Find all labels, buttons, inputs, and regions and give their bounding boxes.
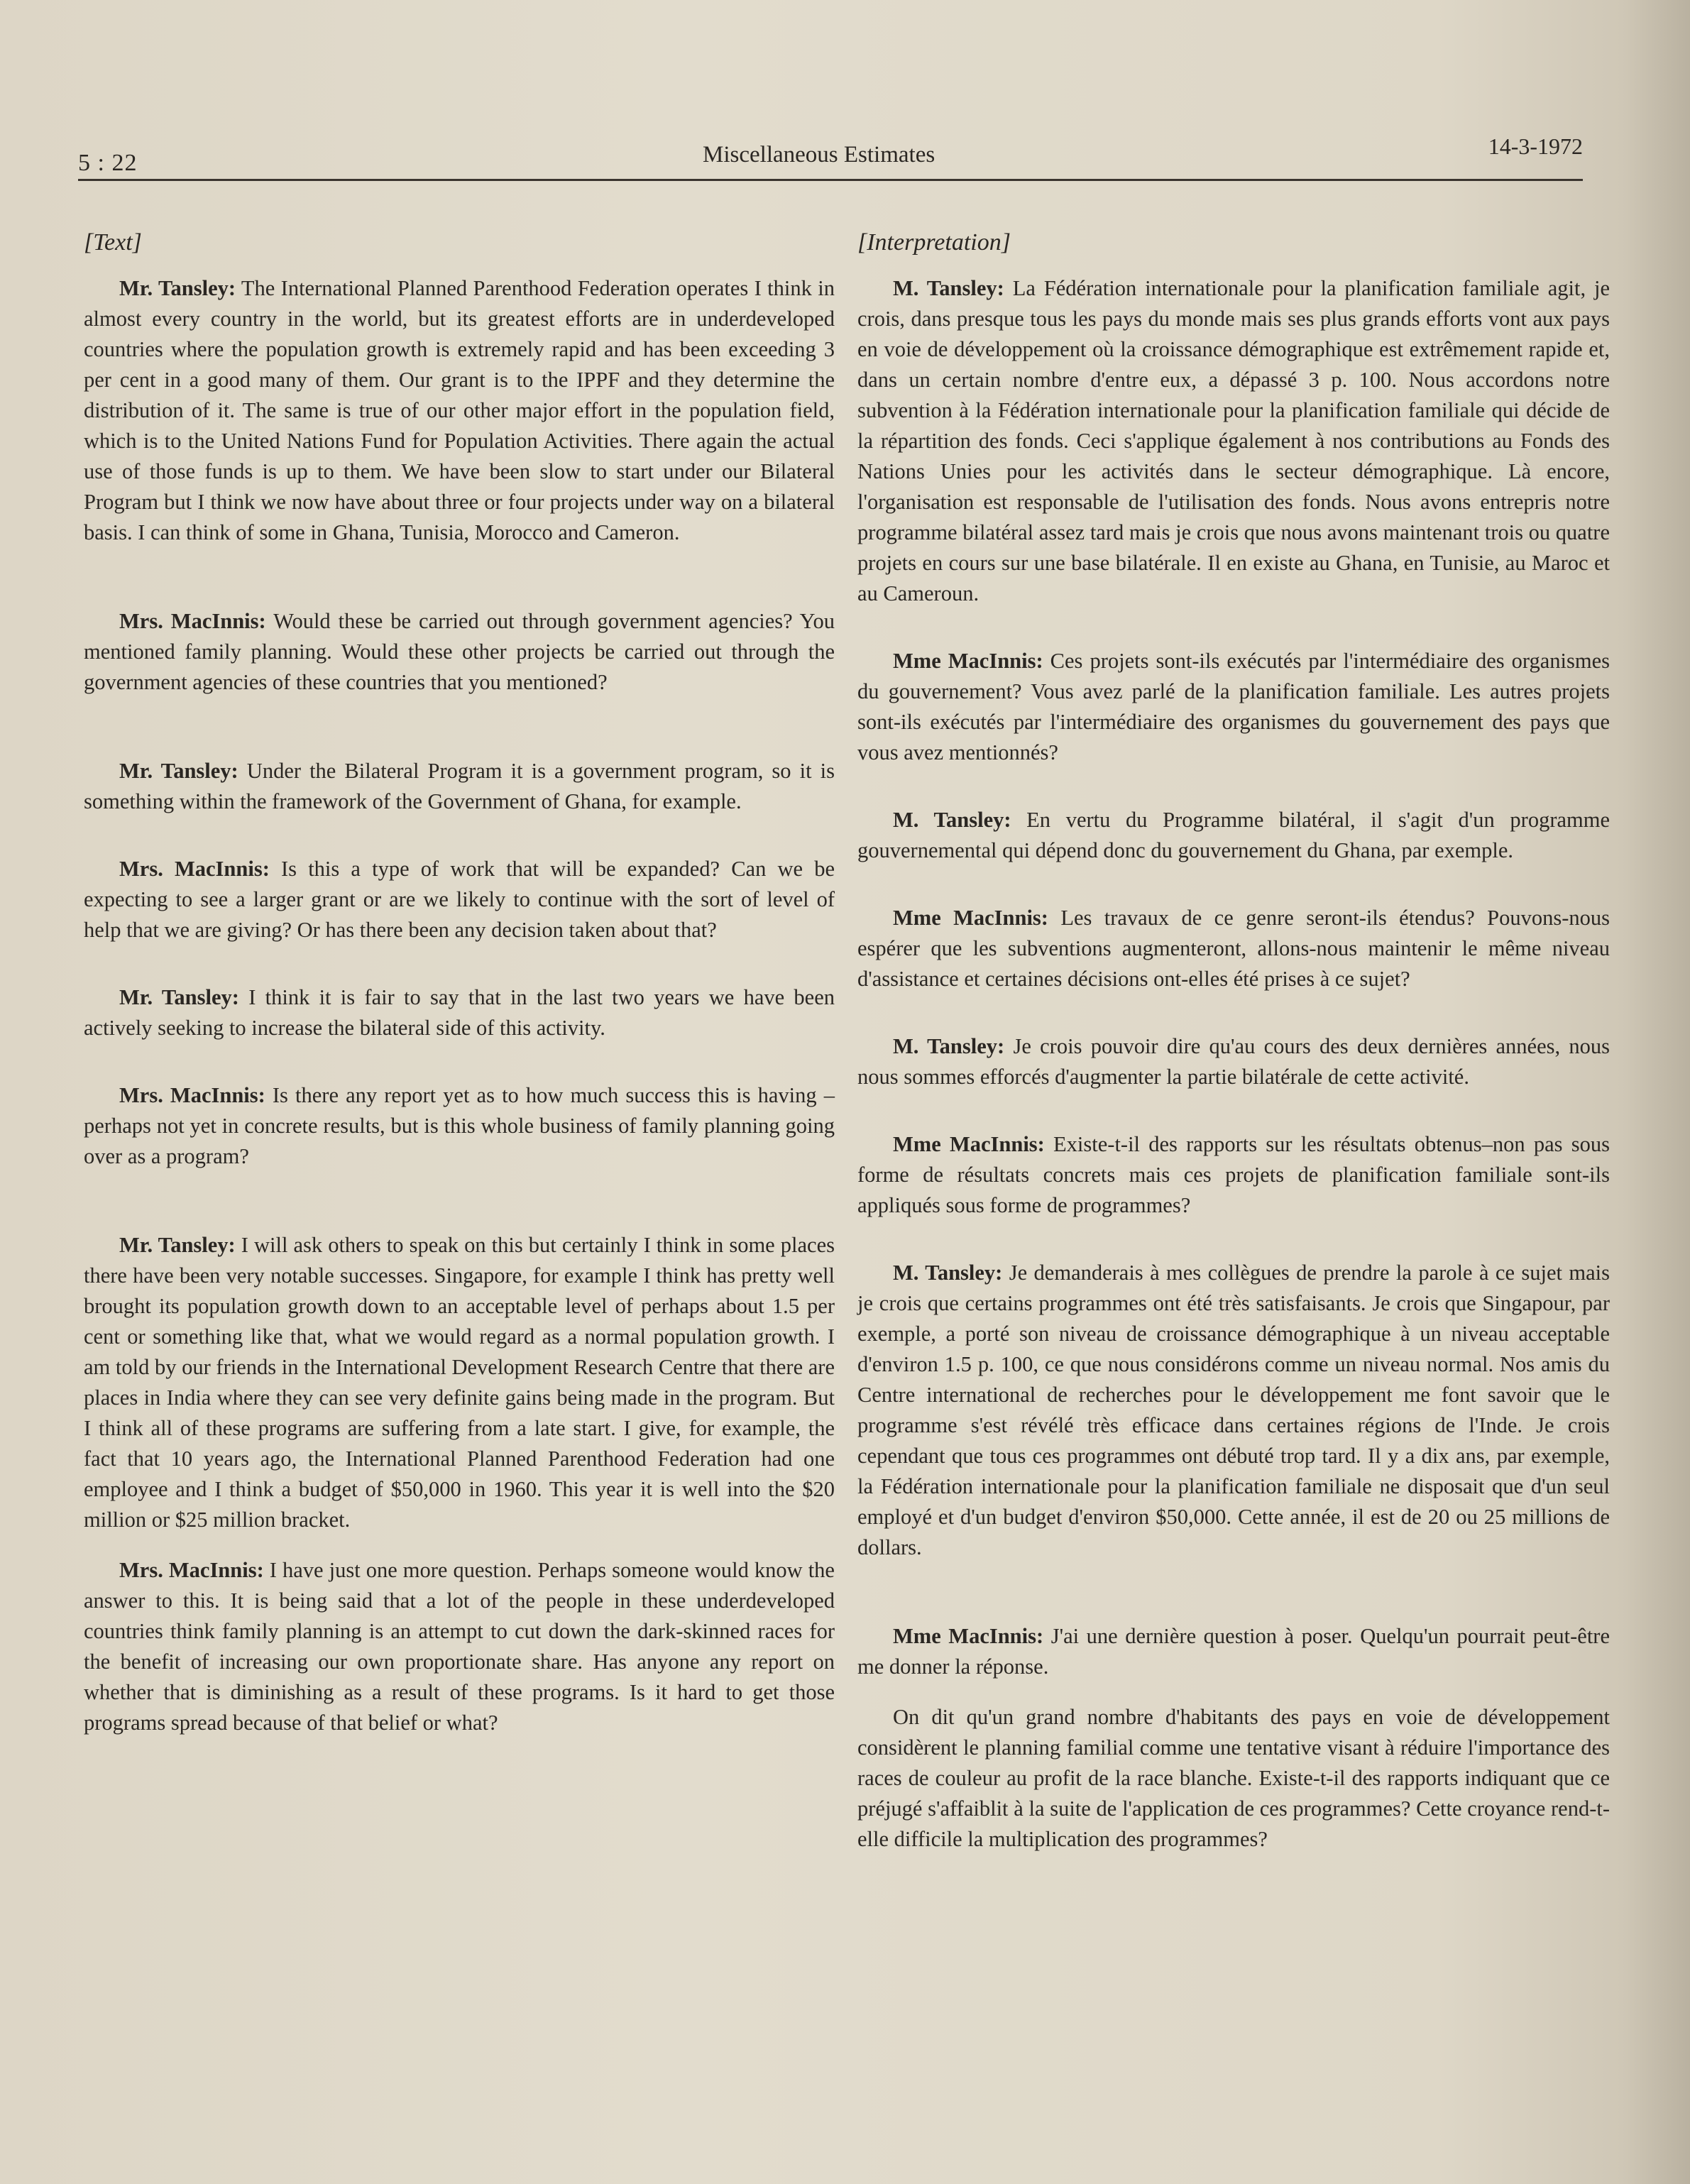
paragraph <box>84 982 835 1043</box>
section-title: Miscellaneous Estimates <box>703 142 935 168</box>
speaker-name: Mme MacInnis: <box>893 1624 1044 1648</box>
speaker-name: Mme MacInnis: <box>893 649 1043 673</box>
speaker-name: M. Tansley: <box>893 1034 1005 1058</box>
paragraph-text: Is there any report yet as to how much success this is having – perhaps not yet in concrete results, but is this whole business of family planning going over as a program? <box>84 1083 835 1168</box>
french-column <box>857 227 1610 1855</box>
paragraph-text: I have just one more question. Perhaps someone would know the answer to this. It is being said that a lot of the people in these underdeveloped countries think family planning is an attempt to cut down the dark-skinned races for the benefit of increasing our own proportionate share. Has anyone any report on whether that is diminishing as a result of these programs. Is it hard to get those programs spread because of that belief or what? <box>84 1558 835 1735</box>
paragraph <box>84 1230 835 1535</box>
paragraph <box>84 606 835 698</box>
paragraph <box>857 646 1610 768</box>
paragraph <box>857 805 1610 866</box>
speaker-name: Mrs. MacInnis: <box>119 1083 265 1107</box>
paragraph-text: On dit qu'un grand nombre d'habitants des pays en voie de développement considèrent le planning familial comme une tentative visant à réduire l'importance des races de couleur au profit de la race blanche. Existe-t-il des rapports indiquant que ce préjugé s'affaiblit à la suite de l'application de ces programmes? Cette croyance rend-t-elle difficile la multiplication des programmes? <box>857 1705 1610 1851</box>
paragraph <box>857 1031 1610 1092</box>
paragraph <box>84 854 835 945</box>
paragraph-text: J'ai une dernière question à poser. Quelqu'un pourrait peut-être me donner la réponse. <box>857 1624 1610 1679</box>
speaker-name: Mrs. MacInnis: <box>119 857 270 881</box>
paragraph <box>84 1080 835 1172</box>
header-rule <box>78 179 1583 181</box>
paragraph <box>84 1555 835 1738</box>
column-heading-interpretation: [Interpretation] <box>857 229 1011 256</box>
column-heading-text: [Text] <box>84 229 142 256</box>
speaker-name: Mme MacInnis: <box>893 1132 1045 1156</box>
speaker-name: Mr. Tansley: <box>119 1233 236 1257</box>
speaker-name: Mme MacInnis: <box>893 906 1048 930</box>
speaker-name: Mr. Tansley: <box>119 276 236 300</box>
paragraph-text: Is this a type of work that will be expanded? Can we be expecting to see a larger grant or are we likely to continue with the sort of level of help that we are giving? Or has there been any decision taken about that? <box>84 857 835 942</box>
paragraph <box>84 756 835 817</box>
paragraph-text: I will ask others to speak on this but certainly I think in some places there have been very notable successes. Singapore, for example I think has pretty well brought its population growth down to an acceptable level of perhaps about 1.5 per cent or something like that, what we would regard as a normal population growth. I am told by our friends in the International Development Research Centre that there are places in India where they can see very definite gains being made in the program. But I think all of these programs are suffering from a late start. I give, for example, the fact that 10 years ago, the International Planned Parenthood Federation had one employee and I think a budget of $50,000 in 1960. This year it is well into the $20 million or $25 million bracket. <box>84 1233 835 1532</box>
paragraph <box>857 1702 1610 1855</box>
speaker-name: Mr. Tansley: <box>119 985 239 1009</box>
speaker-name: Mrs. MacInnis: <box>119 1558 264 1582</box>
speaker-name: M. Tansley: <box>893 276 1004 300</box>
running-header <box>78 131 1583 181</box>
paragraph <box>857 1621 1610 1682</box>
speaker-name: Mr. Tansley: <box>119 759 238 783</box>
paragraph-text: En vertu du Programme bilatéral, il s'agit d'un programme gouvernemental qui dépend donc du gouvernement du Ghana, par exemple. <box>857 808 1611 862</box>
page-number: 5 : 22 <box>78 150 138 176</box>
paragraph <box>84 273 835 548</box>
paragraph-text: Under the Bilateral Program it is a government program, so it is something within the framework of the Government of Ghana, for example. <box>84 759 835 813</box>
paragraph-text: Ces projets sont-ils exécutés par l'intermédiaire des organismes du gouvernement? Vous avez parlé de la planification familiale. Les autres projets sont-ils exécutés par l'intermédiaire des organismes du gouvernement des pays que vous avez mentionnés? <box>857 649 1610 764</box>
paragraph-text: Les travaux de ce genre seront-ils étendus? Pouvons-nous espérer que les subventions augmenteront, allons-nous maintenir le même niveau d'assistance et certaines décisions ont-elles été prises à ce sujet? <box>857 906 1610 991</box>
paragraph-text: La Fédération internationale pour la planification familiale agit, je crois, dans presque tous les pays du monde mais ses plus grands efforts vont aux pays en voie de développement où la croissance démographique est extrêmement rapide et, dans un certain nombre d'entre eux, a dépassé 3 p. 100. Nous accordons notre subvention à la Fédération internationale pour la planification familiale qui décide de la répartition des fonds. Ceci s'applique également à nos contributions au Fonds des Nations Unies pour les activités dans le secteur démographique. Là encore, l'organisation est responsable de l'utilisation des fonds. Nous avons entrepris notre programme bilatéral assez tard mais je crois que nous avons maintenant trois ou quatre projets en cours sur une base bilatérale. Il en existe au Ghana, en Tunisie, au Maroc et au Cameroun. <box>857 276 1611 605</box>
paragraph-text: Je demanderais à mes collègues de prendre la parole à ce sujet mais je crois que certains programmes ont été très satisfaisants. Je crois que Singapour, par exemple, a porté son niveau de croissance démographique à un niveau acceptable d'environ 1.5 p. 100, ce que nous considérons comme un niveau normal. Nos amis du Centre international de recherches pour le développement me font savoir que le programme s'est révélé très efficace dans certaines régions de l'Inde. Je crois cependant que tous ces programmes ont débuté trop tard. Il y a dix ans, par exemple, la Fédération internationale pour la planification familiale ne disposait que d'un seul employé et d'un budget d'environ $50,000. Cette année, il est de 20 ou 25 millions de dollars. <box>857 1261 1611 1559</box>
speaker-name: M. Tansley: <box>893 808 1011 832</box>
english-column <box>84 227 835 1738</box>
paragraph <box>857 1258 1610 1563</box>
paragraph-text: The International Planned Parenthood Federation operates I think in almost every country in the world, but its greatest efforts are in underdeveloped countries where the population growth is extremely rapid and has been exceeding 3 per cent in a good many of them. Our grant is to the IPPF and they determine the distribution of it. The same is true of our other major effort in the population field, which is to the United Nations Fund for Population Activities. There again the actual use of those funds is up to them. We have been slow to start under our Bilateral Program but I think we now have about three or four projects under way on a bilateral basis. I can think of some in Ghana, Tunisia, Morocco and Cameron. <box>84 276 835 544</box>
paragraph <box>857 273 1610 609</box>
paragraph <box>857 903 1610 994</box>
paragraph-text: Would these be carried out through government agencies? You mentioned family planning. Would these other projects be carried out through the government agencies of these countries that you mentioned? <box>84 609 835 694</box>
speaker-name: Mrs. MacInnis: <box>119 609 266 633</box>
paragraph-text: Existe-t-il des rapports sur les résultats obtenus–non pas sous forme de résultats concrets mais ces projets de planification familiale sont-ils appliqués sous forme de programmes? <box>857 1132 1610 1217</box>
paragraph-text: Je crois pouvoir dire qu'au cours des deux dernières années, nous nous sommes efforcés d'augmenter la partie bilatérale de cette activité. <box>857 1034 1611 1089</box>
speaker-name: M. Tansley: <box>893 1261 1003 1285</box>
header-date: 14-3-1972 <box>1488 133 1583 159</box>
paragraph-text: I think it is fair to say that in the last two years we have been actively seeking to increase the bilateral side of this activity. <box>84 985 835 1040</box>
paragraph <box>857 1129 1610 1221</box>
